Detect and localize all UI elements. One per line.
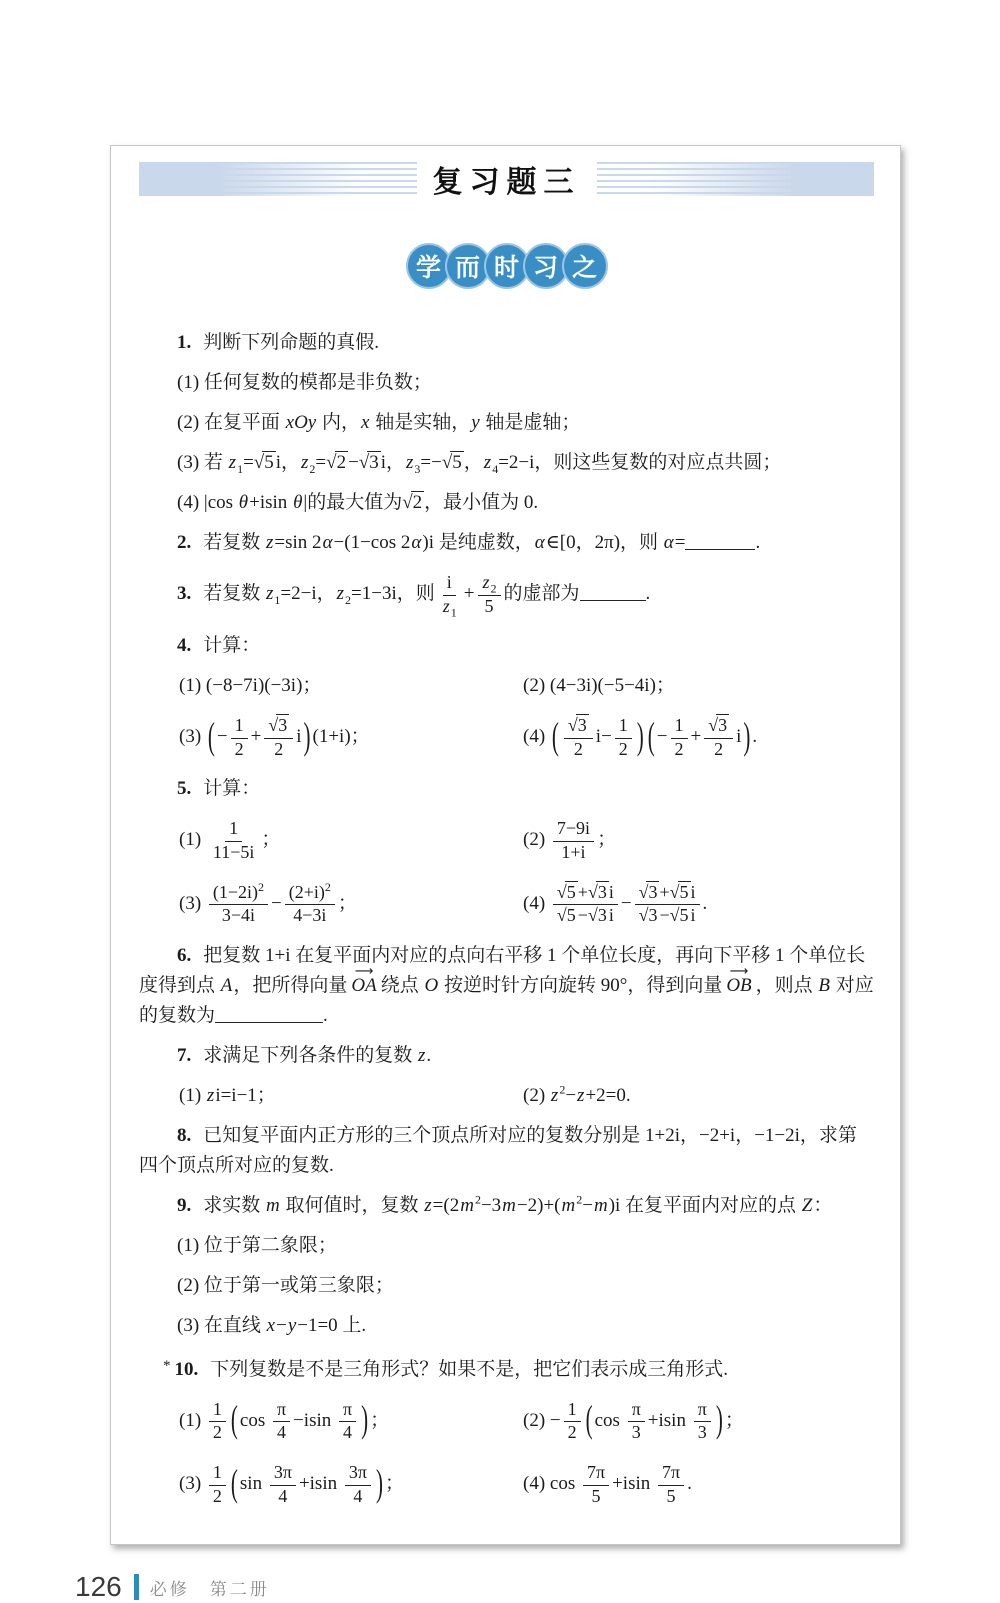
problem-text: (3) 若 $z_1=√5$ i，$z_2=√2 -√3$ i，$z_3=-√5$ ，$z_4=2-i$，则这些复数的对应点共圆； (177, 452, 782, 476)
problem-number: 6. (177, 944, 192, 966)
problem-number: 9. (177, 1194, 192, 1216)
problem-text: (2) 位于第一或第三象限； (177, 1274, 394, 1296)
subitem-left: (1) (−8−7i)(−3i)； (179, 675, 322, 697)
problem-number: 10. (174, 1358, 199, 1380)
header-band-right (597, 162, 875, 196)
book-title: 必修 第二册 (149, 1579, 270, 1599)
badge-char: 而 (445, 243, 491, 289)
subitem-right: (2) $\frac{7-9i}{1+i}$ ； (523, 818, 617, 862)
footer-divider (134, 1574, 139, 1600)
subitem-left: (1) $\frac{1}{11-5i}$ ； (179, 818, 281, 862)
problem-subitem (139, 1306, 874, 1346)
textbook-page (110, 145, 901, 1545)
problem-subitem (139, 1226, 874, 1266)
problem-subitem-row (139, 1390, 874, 1453)
subitem-left: (1) zi=i−1； (179, 1084, 276, 1106)
subitem-left: (3) $\frac{(1-2i)^2}{3-4i}$ − $\frac{(2+i)^2}{4-3i}$ ； (179, 879, 357, 926)
page-title: 复习题三 (432, 166, 581, 199)
problem-text: (2) 在复平面 xOy 内，x 轴是实轴，y 轴是虚轴； (177, 412, 581, 433)
problem-line (139, 1116, 874, 1186)
problems-list (139, 323, 874, 1516)
problem-text: 已知复平面内正方形的三个顶点所对应的复数分别是 1+2i，−2+i，−1−2i，求第四个顶点所对应的复数. (139, 1124, 857, 1176)
problem-text: 判断下列命题的真假. (203, 332, 380, 353)
problem-line (139, 626, 874, 666)
problem-line (139, 563, 874, 626)
problem-text: (1) 任何复数的模都是非负数； (177, 372, 432, 393)
problem-subitem (139, 363, 874, 403)
subitem-right: (4) ( $\frac{√3}{2}$ i− $\frac{1}{2}$ ) ( − $\frac{1}{2}$ + $\frac{√3}{2}$ i) . (523, 714, 758, 759)
badge-char: 之 (562, 243, 608, 289)
problem-text: 若复数 $z_1=2-i$，$z_2=1-3i$，则 $\frac{i}{z_1}$ + $\frac{z_2}{5}$ 的虚部为 . (203, 572, 651, 620)
problem-line (139, 523, 874, 563)
problem-text: 下列复数是不是三角形式？如果不是，把它们表示成三角形式. (210, 1358, 729, 1380)
subitem-left: (3) ( − $\frac{1}{2}$ + $\frac{√3}{2}$ i) (1+i)； (179, 714, 370, 759)
subitem-right: (4) cos $\frac{7\pi}{5}$ +isin $\frac{7\pi}{5}$ . (523, 1461, 692, 1506)
problem-line (139, 323, 874, 363)
problem-text: 把复数 1+i 在复平面内对应的点向右平移 1 个单位长度，再向下平移 1 个单位长度得到点 A，把所得向量 ⟶ OA 绕点 O 按逆时针方向旋转 90°，得到向量 ⟶ OB ，则点 B 对应的复数为 . (139, 944, 874, 1026)
badge-char: 时 (484, 243, 530, 289)
page-number: 126 (75, 1571, 122, 1603)
problem-subitem-row (139, 666, 874, 706)
problem-text: (3) 在直线 x−y−1=0 上. (177, 1314, 367, 1336)
problem-text: 求实数 m 取何值时，复数 $z=(2m^2-3m-2)+(m^2-m)i$ 在复平面内对应的点 Z： (203, 1192, 833, 1216)
problem-line (139, 1346, 874, 1390)
problem-line (139, 1186, 874, 1226)
problem-subitem-row (139, 1453, 874, 1516)
problem-number: 3. (177, 582, 192, 604)
section-badge (406, 243, 608, 289)
star-marker: * (163, 1357, 171, 1374)
badge-char: 学 (406, 243, 452, 289)
problem-number: 7. (177, 1044, 192, 1066)
page-footer (75, 1571, 1000, 1603)
problem-line (139, 769, 874, 809)
subitem-right: (2) (4−3i)(−5−4i)； (523, 675, 675, 697)
problem-subitem (139, 443, 874, 483)
problem-subitem-row (139, 809, 874, 872)
subitem-left: (3) $\frac{1}{2}$ ( sin $\frac{3\pi}{4}$ +isin $\frac{3\pi}{4}$ ) ； (179, 1460, 404, 1506)
problem-text: (1) 位于第二象限； (177, 1234, 337, 1256)
section-badge-wrap (139, 243, 874, 289)
problem-number: 1. (177, 332, 192, 353)
problem-text: 计算： (203, 635, 261, 657)
subitem-right: (4) $\frac{√5 +√3 i}{√5 -√3 i}$ − $\frac{√3 +√5 i}{√3 -√5 i}$ . (523, 881, 708, 926)
problem-number: 5. (177, 778, 192, 800)
problem-subitem (139, 483, 874, 523)
subitem-right: (2) − $\frac{1}{2}$ ( cos $\frac{\pi}{3}$ +isin $\frac{\pi}{3}$ ) ； (523, 1397, 744, 1443)
problem-text: 求满足下列各条件的复数 z. (203, 1044, 432, 1066)
problem-subitem-row (139, 1076, 874, 1116)
problem-number: 2. (177, 532, 192, 553)
subitem-right: (2) $z^2-z+2=0$. (523, 1082, 631, 1106)
problem-number: 4. (177, 635, 192, 657)
page-header (139, 157, 874, 201)
problem-text: 若复数 z=sin 2α−(1−cos 2α)i 是纯虚数，α∈[0，2π)，则 α= . (203, 532, 761, 553)
subitem-left: (1) $\frac{1}{2}$ ( cos $\frac{\pi}{4}$ −isin $\frac{\pi}{4}$ ) ； (179, 1397, 390, 1443)
problem-number: 8. (177, 1124, 192, 1146)
problem-subitem (139, 1266, 874, 1306)
problem-subitem-row (139, 706, 874, 769)
problem-text: 计算： (203, 778, 261, 800)
badge-char: 习 (523, 243, 569, 289)
problem-subitem-row (139, 873, 874, 936)
problem-line (139, 1036, 874, 1076)
problem-subitem (139, 403, 874, 443)
header-band-left (139, 162, 417, 196)
problem-text: (4) |cos θ+isin θ|的最大值为√2 ，最小值为 0. (177, 492, 539, 513)
problem-line (139, 936, 874, 1036)
